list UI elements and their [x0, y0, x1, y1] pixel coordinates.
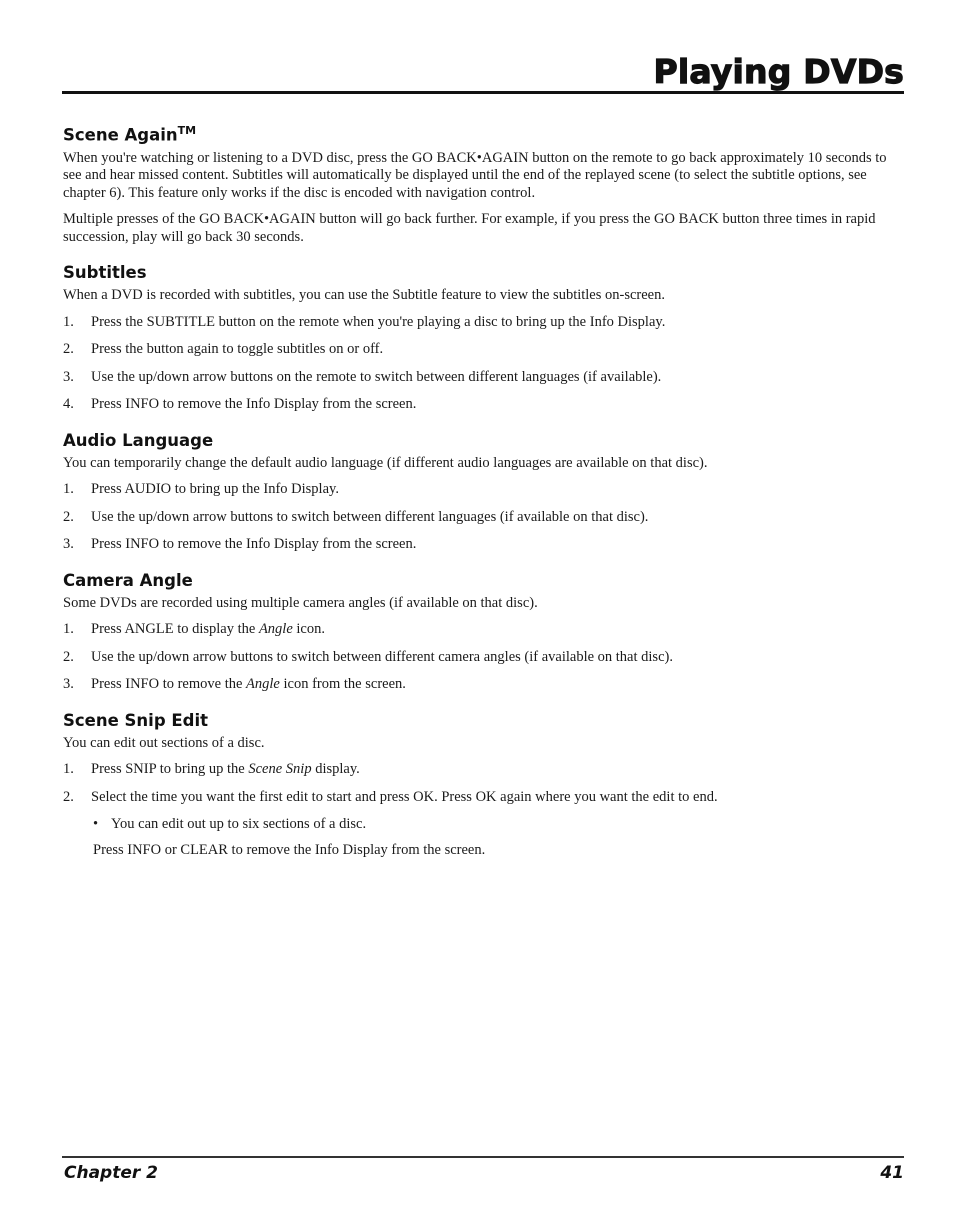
section-heading-camera-angle: Camera Angle: [63, 570, 193, 590]
steps-list: [63, 761, 903, 806]
step-text: Press the SUBTITLE button on the remote when you're playing a disc to bring up the Info Display.: [91, 313, 666, 330]
paragraph: Some DVDs are recorded using multiple camera angles (if available on that disc).: [63, 594, 538, 611]
note-text: Press INFO or CLEAR to remove the Info Display from the screen.: [93, 841, 486, 858]
step-number: 3.: [63, 676, 74, 692]
paragraph: When a DVD is recorded with subtitles, you can use the Subtitle feature to view the subtitles on-screen.: [63, 287, 665, 303]
bullet-icon: •: [93, 816, 99, 832]
step-number: 3.: [63, 536, 74, 552]
list-item: [63, 789, 903, 807]
step-emphasis: Angle: [258, 621, 293, 637]
step-number: 1.: [63, 313, 74, 330]
step-text: Use the up/down arrow buttons to switch between different languages (if available on that disc).: [91, 508, 649, 525]
step-number: 1.: [63, 481, 74, 497]
step-number: 2.: [63, 648, 74, 665]
heading-text: Scene Again: [63, 125, 178, 145]
step-text: Press the button again to toggle subtitles on or off.: [91, 341, 384, 357]
step-text: Press SNIP to bring up the: [91, 761, 249, 777]
list-item: [63, 621, 903, 639]
step-text: icon.: [292, 621, 325, 637]
list-item: [63, 676, 903, 694]
step-number: 2.: [63, 788, 74, 805]
list-item: [63, 481, 903, 499]
step-text: Press ANGLE to display the: [91, 621, 259, 637]
list-item: [63, 536, 903, 554]
section-scene-again: [63, 120, 903, 246]
section-scene-snip-edit: [63, 710, 903, 860]
list-item: [63, 761, 903, 779]
section-heading-scene-snip-edit: Scene Snip Edit: [63, 710, 209, 730]
list-item: [63, 649, 903, 667]
step-number: 3.: [63, 368, 74, 385]
list-item: [63, 509, 903, 527]
trademark-mark: TM: [177, 124, 197, 137]
step-text: Use the up/down arrow buttons to switch between different camera angles (if available on that disc).: [91, 648, 673, 665]
step-text: Press INFO to remove the Info Display from the screen.: [91, 396, 417, 412]
section-heading-subtitles: Subtitles: [63, 263, 147, 282]
list-item: [63, 314, 903, 332]
step-text: icon from the screen.: [279, 676, 406, 692]
list-item: [63, 341, 903, 359]
step-text: Press INFO to remove the: [91, 676, 247, 692]
section-heading-scene-again: [63, 120, 903, 147]
section-subtitles: [63, 262, 903, 414]
paragraph: You can temporarily change the default audio language (if different audio languages are available on that disc).: [63, 454, 708, 471]
list-item: [63, 369, 903, 387]
step-emphasis: Scene Snip: [248, 761, 312, 777]
step-number: 2.: [63, 341, 74, 357]
footer-divider: [62, 1156, 904, 1158]
footer-chapter: Chapter 2: [64, 1163, 159, 1183]
section-heading-audio-language: Audio Language: [63, 430, 214, 450]
step-text: Press INFO to remove the Info Display from the screen.: [91, 536, 417, 552]
section-camera-angle: [63, 570, 903, 694]
step-number: 1.: [63, 761, 74, 777]
step-number: 1.: [63, 621, 74, 637]
step-text: Use the up/down arrow buttons on the remote to switch between different languages (if available).: [91, 368, 662, 385]
steps-list: [63, 314, 903, 414]
bullet-text: You can edit out up to six sections of a disc.: [111, 816, 367, 832]
paragraph: You can edit out sections of a disc.: [63, 734, 265, 751]
steps-list: [63, 621, 903, 694]
paragraph: When you're watching or listening to a DVD disc, press the GO BACK•AGAIN button on the remote to go back approximately 10 seconds to see and hear missed content. Subtitles will automatically be displayed until the end of the replayed scene (to select the subtitle options, see chapter 6). This feature only works if the disc is encoded with navigation control.: [63, 149, 887, 201]
steps-list: [63, 481, 903, 554]
list-item: [63, 396, 903, 414]
paragraph: Multiple presses of the GO BACK•AGAIN button will go back further. For example, if you press the GO BACK button three times in rapid succession, play will go back 30 seconds.: [63, 211, 876, 245]
list-item: [93, 816, 903, 834]
step-number: 2.: [63, 508, 74, 525]
page-content: [63, 120, 903, 875]
step-text: Press AUDIO to bring up the Info Display.: [91, 481, 339, 497]
page-title: Playing DVDs: [653, 52, 904, 91]
step-number: 4.: [63, 396, 74, 412]
page-number: 41: [880, 1163, 904, 1183]
header-divider: [62, 91, 904, 94]
step-text: Select the time you want the first edit to start and press OK. Press OK again where you want the edit to end.: [91, 788, 718, 805]
bullet-list: [63, 816, 903, 834]
step-text: display.: [311, 761, 360, 777]
step-emphasis: Angle: [246, 676, 280, 692]
section-audio-language: [63, 430, 903, 554]
